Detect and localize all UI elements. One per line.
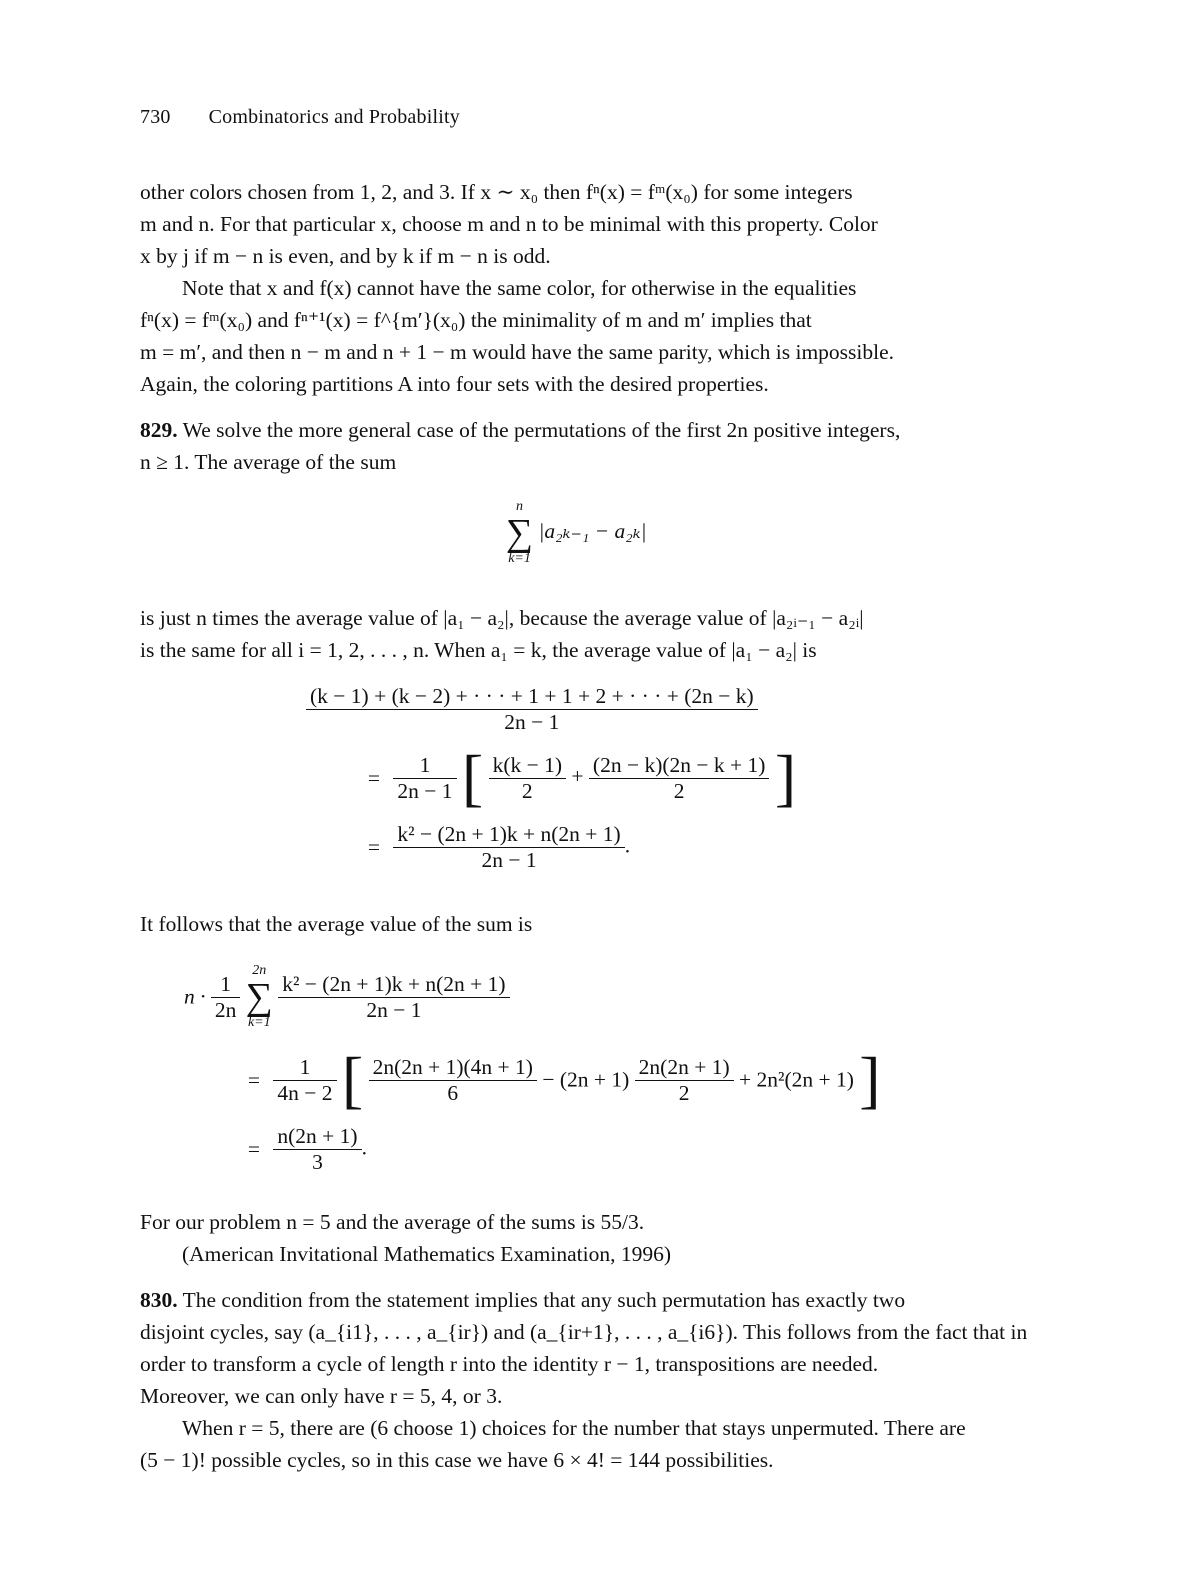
running-title: Combinatorics and Probability xyxy=(208,106,460,128)
numerator: k² − (2n + 1)k + n(2n + 1) xyxy=(282,971,506,996)
solution-829-follows xyxy=(140,908,1042,940)
denominator: 2 xyxy=(589,778,770,804)
summation-sign xyxy=(246,964,273,1030)
text-line: is just n times the average value of |a₁ − a₂|, because the average value of |a₂ᵢ₋₁ − a₂ᵢ| xyxy=(140,606,864,630)
equals-sign: = xyxy=(247,1137,261,1161)
fraction xyxy=(306,684,758,735)
text-line: x by j if m − n is even, and by k if m − n is odd. xyxy=(140,244,551,268)
sum-upper-limit: 2n xyxy=(252,963,267,978)
sum-expression xyxy=(506,500,647,566)
sigma-symbol: ∑ xyxy=(245,976,273,1018)
solution-830 xyxy=(140,1284,1042,1476)
text-line: Note that x and f(x) cannot have the same color, for otherwise in the equalities xyxy=(182,276,857,300)
fraction xyxy=(635,1055,734,1106)
numerator: k² − (2n + 1)k + n(2n + 1) xyxy=(397,822,621,846)
page-number: 730 xyxy=(140,106,171,128)
numerator: 2n(2n + 1)(4n + 1) xyxy=(372,1054,533,1079)
sigma-symbol: ∑ xyxy=(506,512,534,554)
fraction xyxy=(273,1124,361,1175)
denominator: 2 xyxy=(489,778,566,804)
numerator: k(k − 1) xyxy=(492,752,563,777)
denominator: 2n xyxy=(211,997,241,1023)
text-line: Moreover, we can only have r = 5, 4, or 3. xyxy=(140,1384,503,1408)
denominator: 2n − 1 xyxy=(306,709,758,735)
left-bracket: [ xyxy=(461,742,484,813)
solution-829-intro xyxy=(140,414,1042,478)
numerator: 1 xyxy=(220,971,231,996)
denominator: 2n − 1 xyxy=(393,778,456,804)
denominator: 4n − 2 xyxy=(273,1080,336,1106)
plus-sign: + xyxy=(571,763,584,788)
numerator: n(2n + 1) xyxy=(277,1124,358,1148)
sum-upper-limit: n xyxy=(516,499,524,514)
numerator: (2n − k)(2n − k + 1) xyxy=(592,752,766,777)
text-line: For our problem n = 5 and the average of the sums is 55/3. xyxy=(140,1210,645,1234)
text-line: order to transform a cycle of length r into the identity r − 1, transpositions are needed. xyxy=(140,1352,879,1376)
fraction xyxy=(393,822,624,873)
text-line: other colors chosen from 1, 2, and 3. If x ∼ x₀ then fⁿ(x) = fᵐ(x₀) for some integers xyxy=(140,180,853,204)
left-bracket: [ xyxy=(341,1044,364,1115)
solution-829-average xyxy=(140,602,1042,666)
average-fraction-1 xyxy=(306,684,758,735)
text-line: It follows that the average value of the sum is xyxy=(140,912,533,936)
solution-829-conclusion xyxy=(140,1206,1042,1270)
fraction xyxy=(589,753,770,804)
equals-sign: = xyxy=(367,835,381,859)
factor-n: n · xyxy=(184,984,206,1009)
denominator: 3 xyxy=(273,1149,361,1175)
sum-body: |a₂ₖ₋₁ − a₂ₖ| xyxy=(538,518,647,543)
period: . xyxy=(624,833,631,858)
denominator: 2n − 1 xyxy=(278,997,509,1023)
numerator: 2n(2n + 1) xyxy=(638,1054,730,1079)
numerator: 1 xyxy=(299,1054,311,1079)
solution-number: 829. xyxy=(140,418,178,442)
average-sum-1 xyxy=(184,964,510,1030)
sum-lower-limit: k=1 xyxy=(247,1015,271,1030)
text-line: fⁿ(x) = fᵐ(x₀) and fⁿ⁺¹(x) = f^{m′}(x₀) the minimality of m and m′ implies that xyxy=(140,308,812,332)
denominator: 6 xyxy=(369,1080,537,1106)
text-line: m and n. For that particular x, choose m and n to be minimal with this property. Color xyxy=(140,212,878,236)
text-line: When r = 5, there are (6 choose 1) choices for the number that stays unpermuted. There are xyxy=(182,1416,966,1440)
equals-sign: = xyxy=(367,765,381,790)
tail-term: + 2n²(2n + 1) xyxy=(739,1067,854,1092)
fraction xyxy=(278,972,509,1023)
sum-lower-limit: k=1 xyxy=(508,551,531,566)
text-line: n ≥ 1. The average of the sum xyxy=(140,450,397,474)
text-line: m = m′, and then n − m and n + 1 − m would have the same parity, which is impossible. xyxy=(140,340,895,364)
running-header xyxy=(140,106,460,129)
denominator: 2 xyxy=(635,1080,734,1106)
text-line: Again, the coloring partitions A into four sets with the desired properties. xyxy=(140,372,769,396)
average-sum-3 xyxy=(240,1124,367,1175)
average-sum-2 xyxy=(240,1044,881,1115)
period: . xyxy=(361,1135,367,1160)
middle-term: − (2n + 1) xyxy=(542,1067,630,1092)
paragraph-coloring-continued xyxy=(140,176,1042,400)
solution-number: 830. xyxy=(140,1288,178,1312)
denominator: 2n − 1 xyxy=(393,847,624,873)
average-fraction-2 xyxy=(360,742,797,813)
text-line: (5 − 1)! possible cycles, so in this case we have 6 × 4! = 144 possibilities. xyxy=(140,1448,774,1472)
text-line: We solve the more general case of the permutations of the first 2n positive integers, xyxy=(182,418,901,442)
text-line: The condition from the statement implies that any such permutation has exactly two xyxy=(182,1288,906,1312)
fraction xyxy=(489,753,566,804)
average-fraction-3 xyxy=(360,822,630,873)
fraction xyxy=(369,1055,537,1106)
right-bracket: ] xyxy=(774,742,797,813)
right-bracket: ] xyxy=(859,1044,881,1115)
summation-sign xyxy=(506,500,533,566)
fraction xyxy=(393,753,456,804)
fraction xyxy=(211,972,241,1023)
equals-sign: = xyxy=(247,1067,261,1092)
source-citation: (American Invitational Mathematics Examination, 1996) xyxy=(182,1242,671,1266)
text-line: disjoint cycles, say (a_{i1}, . . . , a_{ir}) and (a_{ir+1}, . . . , a_{i6}). This follows from the fact that in xyxy=(140,1320,1028,1344)
numerator: (k − 1) + (k − 2) + · · · + 1 + 1 + 2 + · · · + (2n − k) xyxy=(310,684,754,708)
fraction xyxy=(273,1055,336,1106)
numerator: 1 xyxy=(419,752,431,777)
text-line: is the same for all i = 1, 2, . . . , n. When a₁ = k, the average value of |a₁ − a₂| is xyxy=(140,638,817,662)
